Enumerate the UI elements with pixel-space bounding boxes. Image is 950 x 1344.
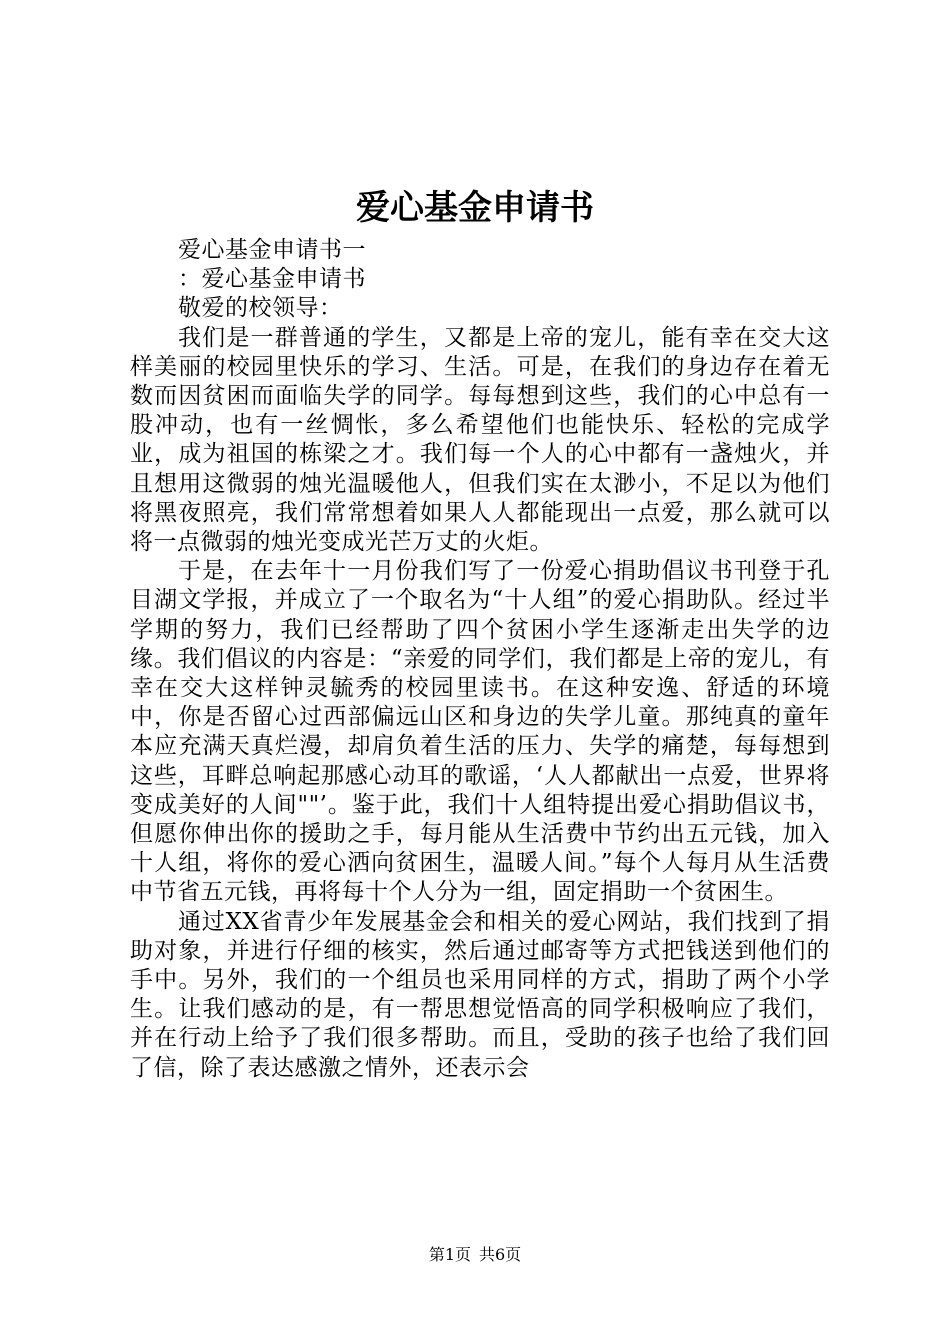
- page-count: 共6页: [479, 1245, 522, 1264]
- page-number: 第1页: [428, 1245, 471, 1264]
- body-paragraph: 通过XX省青少年发展基金会和相关的爱心网站，我们找到了捐助对象，并进行仔细的核实，然后通过邮寄等方式把钱送到他们的手中。另外，我们的一个组员也采用同样的方式，捐助了两个小学生。让我们感动的是，有一帮思想觉悟高的同学积极响应了我们，并在行动上给予了我们很多帮助。而且，受助的孩子也给了我们回了信，除了表达感激之情外，还表示会: [130, 908, 830, 1081]
- body-paragraph: 我们是一群普通的学生，又都是上帝的宠儿，能有幸在交大这样美丽的校园里快乐的学习、生活。可是，在我们的身边存在着无数而因贫困而面临失学的同学。每每想到这些，我们的心中总有一股冲动，也有一丝惆怅，多么希望他们也能快乐、轻松的完成学业，成为祖国的栋梁之才。我们每一个人的心中都有一盏烛火，并且想用这微弱的烛光温暖他人，但我们实在太渺小，不足以为他们将黑夜照亮，我们常常想着如果人人都能现出一点爱，那么就可以将一点微弱的烛光变成光芒万丈的火炬。: [130, 324, 830, 556]
- section-heading: 爱心基金申请书一: [178, 237, 366, 263]
- salutation: 敬爱的校领导：: [178, 295, 343, 322]
- section-subheading: ：爱心基金申请书: [178, 266, 366, 293]
- document-title: 爱心基金申请书: [356, 188, 594, 228]
- document-body: [130, 236, 830, 1083]
- body-paragraph: 于是，在去年十一月份我们写了一份爱心捐助倡议书刊登于孔目湖文学报，并成立了一个取名为“十人组”的爱心捐助队。经过半学期的努力，我们已经帮助了四个贫困小学生逐渐走出失学的边缘。我们倡议的内容是：“亲爱的同学们，我们都是上帝的宠儿，有幸在交大这样钟灵毓秀的校园里读书。在这种安逸、舒适的环境中，你是否留心过西部偏远山区和身边的失学儿童。那纯真的童年本应充满天真烂漫，却肩负着生活的压力、失学的痛楚，每每想到这些，耳畔总响起那感心动耳的歌谣，‘人人都献出一点爱，世界将变成美好的人间""’。鉴于此，我们十人组特提出爱心捐助倡议书，但愿你伸出你的援助之手，每月能从生活费中节约出五元钱，加入十人组，将你的爱心洒向贫困生，温暖人间。”每个人每月从生活费中节省五元钱，再将每十个人分为一组，固定捐助一个贫困生。: [130, 558, 830, 906]
- page-footer: [0, 1244, 950, 1266]
